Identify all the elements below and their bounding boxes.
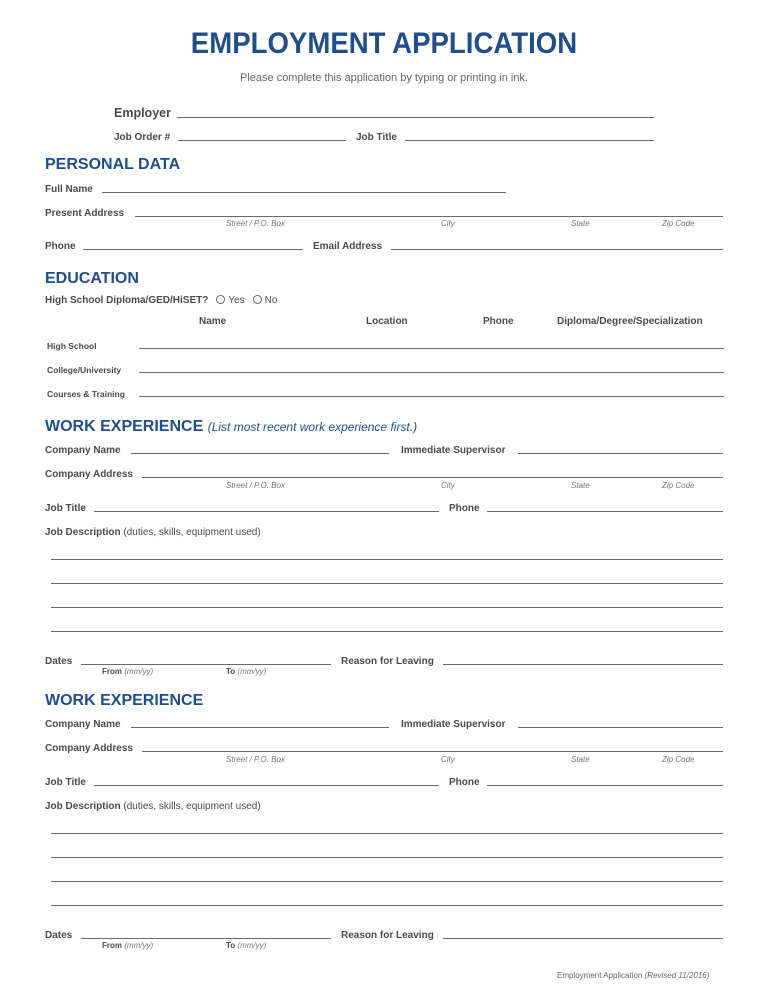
job-description-line[interactable]: [51, 833, 723, 834]
work-phone-label: Phone: [449, 503, 480, 514]
street-caption: Street / P.O. Box: [226, 219, 285, 228]
from-label: From: [102, 941, 122, 950]
email-label: Email Address: [313, 241, 383, 252]
date-format: (mm/yy): [237, 667, 267, 676]
date-format: (mm/yy): [124, 941, 154, 950]
reason-leaving-label: Reason for Leaving: [341, 930, 434, 941]
from-caption: [102, 667, 153, 676]
present-address-label: Present Address: [45, 208, 125, 219]
to-label: To: [226, 667, 236, 676]
job-order-field[interactable]: [178, 140, 346, 141]
to-caption: [226, 667, 266, 676]
job-description-line[interactable]: [51, 905, 723, 906]
no-label: No: [264, 295, 278, 306]
reason-leaving-label: Reason for Leaving: [341, 656, 434, 667]
job-description-label: [45, 801, 261, 812]
supervisor-field[interactable]: [518, 453, 723, 454]
job-description-line[interactable]: [51, 607, 723, 608]
education-row-label: Courses & Training: [47, 389, 125, 399]
to-caption: [226, 941, 266, 950]
column-header-phone: Phone: [483, 316, 514, 327]
job-title-label: Job Title: [45, 503, 86, 514]
column-header-location: Location: [366, 316, 408, 327]
college-field[interactable]: [139, 372, 724, 373]
zip-caption: Zip Code: [662, 219, 695, 228]
dates-label: Dates: [45, 930, 73, 941]
work-experience-heading: [45, 418, 417, 436]
city-caption: City: [441, 481, 455, 490]
supervisor-label: Immediate Supervisor: [401, 719, 506, 730]
job-description-line[interactable]: [51, 881, 723, 882]
to-label: To: [226, 941, 236, 950]
job-title-label: Job Title: [45, 777, 86, 788]
company-name-label: Company Name: [45, 445, 121, 456]
company-address-field[interactable]: [142, 751, 723, 752]
footer: [557, 971, 709, 980]
high-school-field[interactable]: [139, 348, 724, 349]
job-title-field[interactable]: [94, 511, 439, 512]
supervisor-label: Immediate Supervisor: [401, 445, 506, 456]
street-caption: Street / P.O. Box: [226, 481, 285, 490]
page-subtitle: Please complete this application by typing or printing in ink.: [240, 72, 528, 84]
full-name-field[interactable]: [102, 192, 506, 193]
dates-field[interactable]: [81, 938, 331, 939]
company-name-label: Company Name: [45, 719, 121, 730]
education-heading: EDUCATION: [45, 270, 139, 287]
work-phone-label: Phone: [449, 777, 480, 788]
job-title-field[interactable]: [94, 785, 439, 786]
from-label: From: [102, 667, 122, 676]
city-caption: City: [441, 219, 455, 228]
phone-label: Phone: [45, 241, 76, 252]
job-description-line[interactable]: [51, 631, 723, 632]
education-row-label: College/University: [47, 365, 122, 375]
present-address-field[interactable]: [135, 216, 723, 217]
company-address-label: Company Address: [45, 469, 133, 480]
state-caption: State: [571, 755, 590, 764]
supervisor-field[interactable]: [518, 727, 723, 728]
job-order-label: Job Order #: [114, 132, 171, 143]
state-caption: State: [571, 481, 590, 490]
zip-caption: Zip Code: [662, 481, 695, 490]
employer-field[interactable]: [177, 117, 654, 118]
page-title: EMPLOYMENT APPLICATION: [190, 27, 578, 60]
reason-leaving-field[interactable]: [443, 664, 723, 665]
job-description-line[interactable]: [51, 857, 723, 858]
job-description-title: Job Description: [45, 527, 121, 538]
job-description-note: (duties, skills, equipment used): [123, 801, 261, 812]
yes-radio[interactable]: [216, 295, 225, 304]
work-experience-title: WORK EXPERIENCE: [45, 418, 204, 435]
phone-field[interactable]: [83, 249, 303, 250]
job-description-line[interactable]: [51, 583, 723, 584]
job-description-title: Job Description: [45, 801, 121, 812]
job-description-line[interactable]: [51, 559, 723, 560]
full-name-label: Full Name: [45, 184, 93, 195]
footer-revised: (Revised 11/2016): [644, 971, 710, 980]
personal-data-heading: PERSONAL DATA: [45, 156, 181, 173]
job-description-note: (duties, skills, equipment used): [123, 527, 261, 538]
street-caption: Street / P.O. Box: [226, 755, 285, 764]
column-header-name: Name: [199, 316, 227, 327]
hs-diploma-label: High School Diploma/GED/HiSET?: [45, 295, 209, 306]
employer-label: Employer: [114, 106, 171, 120]
column-header-diploma: Diploma/Degree/Specialization: [557, 316, 703, 327]
work-phone-field[interactable]: [487, 785, 723, 786]
education-row-label: High School: [47, 341, 97, 351]
company-address-label: Company Address: [45, 743, 133, 754]
state-caption: State: [571, 219, 590, 228]
hs-diploma-question: [45, 295, 277, 306]
no-radio[interactable]: [253, 295, 262, 304]
date-format: (mm/yy): [124, 667, 154, 676]
work-phone-field[interactable]: [487, 511, 723, 512]
job-description-label: [45, 527, 261, 538]
dates-label: Dates: [45, 656, 73, 667]
city-caption: City: [441, 755, 455, 764]
dates-field[interactable]: [81, 664, 331, 665]
zip-caption: Zip Code: [662, 755, 695, 764]
footer-text: Employment Application: [557, 971, 643, 980]
company-address-field[interactable]: [142, 477, 723, 478]
top-job-title-field[interactable]: [405, 140, 654, 141]
work-experience-note: (List most recent work experience first.): [207, 420, 418, 434]
reason-leaving-field[interactable]: [443, 938, 723, 939]
yes-label: Yes: [228, 295, 245, 306]
from-caption: [102, 941, 153, 950]
date-format: (mm/yy): [237, 941, 267, 950]
company-name-field[interactable]: [131, 727, 389, 728]
company-name-field[interactable]: [131, 453, 389, 454]
courses-field[interactable]: [139, 396, 724, 397]
job-title-label: Job Title: [356, 132, 397, 143]
work-experience-heading: WORK EXPERIENCE: [45, 692, 204, 709]
email-field[interactable]: [391, 249, 723, 250]
